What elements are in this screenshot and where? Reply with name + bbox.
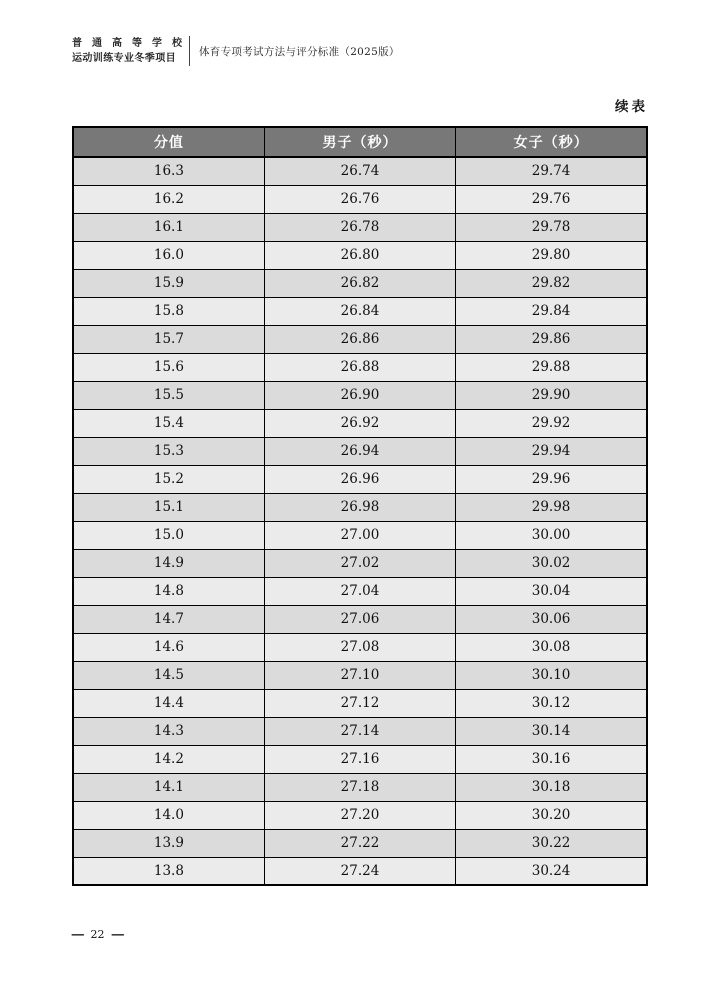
table-cell: 14.7 [73, 605, 264, 633]
table-cell: 27.22 [264, 829, 455, 857]
table-cell: 14.1 [73, 773, 264, 801]
table-cell: 29.92 [456, 409, 647, 437]
table-cell: 26.92 [264, 409, 455, 437]
table-row [73, 297, 647, 325]
page-number: 22 [90, 928, 105, 941]
table-cell: 26.98 [264, 493, 455, 521]
table-row [73, 717, 647, 745]
table-cell: 27.24 [264, 857, 455, 885]
table-row [73, 521, 647, 549]
table-row [73, 325, 647, 353]
table-row [73, 353, 647, 381]
table-row [73, 577, 647, 605]
running-head-left-line2: 运动训练专业冬季项目 [72, 53, 176, 64]
running-head-char: 校 [172, 38, 182, 49]
table-cell: 16.1 [73, 213, 264, 241]
table-row [73, 801, 647, 829]
table-cell: 29.76 [456, 185, 647, 213]
table-cell: 30.20 [456, 801, 647, 829]
table-row [73, 857, 647, 885]
table-row [73, 829, 647, 857]
table-cell: 14.5 [73, 661, 264, 689]
table-cell: 26.74 [264, 157, 455, 185]
table-cell: 14.2 [73, 745, 264, 773]
table-row [73, 409, 647, 437]
table-cell: 30.18 [456, 773, 647, 801]
table-row [73, 773, 647, 801]
table-row [73, 437, 647, 465]
page-footer [72, 928, 123, 941]
column-header-2: 女子（秒） [456, 127, 647, 157]
table-cell: 29.94 [456, 437, 647, 465]
table-cell: 29.98 [456, 493, 647, 521]
table-cell: 30.14 [456, 717, 647, 745]
table-cell: 26.90 [264, 381, 455, 409]
table-cell: 29.86 [456, 325, 647, 353]
table-row [73, 269, 647, 297]
table-row [73, 605, 647, 633]
column-header-1: 男子（秒） [264, 127, 455, 157]
column-header-0: 分值 [73, 127, 264, 157]
footer-dash-left: — [70, 926, 85, 941]
table-cell: 26.86 [264, 325, 455, 353]
table-cell: 26.76 [264, 185, 455, 213]
table-cell: 26.80 [264, 241, 455, 269]
table-cell: 15.4 [73, 409, 264, 437]
table-row [73, 549, 647, 577]
table-cell: 29.78 [456, 213, 647, 241]
running-head-char: 高 [112, 38, 122, 49]
table-cell: 30.12 [456, 689, 647, 717]
table-cell: 27.08 [264, 633, 455, 661]
score-table [72, 126, 648, 886]
table-row [73, 661, 647, 689]
table-cell: 27.16 [264, 745, 455, 773]
table-body [73, 157, 647, 885]
table-cell: 27.12 [264, 689, 455, 717]
table-row [73, 381, 647, 409]
table-row [73, 493, 647, 521]
running-head-char: 学 [152, 38, 162, 49]
running-head-char: 通 [92, 38, 102, 49]
table-cell: 15.8 [73, 297, 264, 325]
table-cell: 29.90 [456, 381, 647, 409]
table-cell: 26.94 [264, 437, 455, 465]
table-cell: 26.88 [264, 353, 455, 381]
table-cell: 26.78 [264, 213, 455, 241]
header-divider [189, 36, 190, 66]
running-head-left-line1 [72, 36, 182, 51]
table-cell: 30.22 [456, 829, 647, 857]
table-cell: 15.6 [73, 353, 264, 381]
table-cell: 13.9 [73, 829, 264, 857]
table-cell: 29.74 [456, 157, 647, 185]
table-row [73, 633, 647, 661]
table-cell: 30.02 [456, 549, 647, 577]
table-cell: 30.06 [456, 605, 647, 633]
table-cell: 29.88 [456, 353, 647, 381]
continued-table-label: 续表 [615, 99, 648, 115]
table-cell: 15.0 [73, 521, 264, 549]
table-cell: 26.96 [264, 465, 455, 493]
table-cell: 15.3 [73, 437, 264, 465]
table-cell: 29.82 [456, 269, 647, 297]
table-cell: 14.3 [73, 717, 264, 745]
table-cell: 27.18 [264, 773, 455, 801]
table-cell: 13.8 [73, 857, 264, 885]
table-cell: 26.84 [264, 297, 455, 325]
table-row [73, 745, 647, 773]
table-cell: 27.10 [264, 661, 455, 689]
table-cell: 27.00 [264, 521, 455, 549]
running-head [72, 36, 400, 66]
table-cell: 14.4 [73, 689, 264, 717]
table-row [73, 241, 647, 269]
table-cell: 16.2 [73, 185, 264, 213]
table-cell: 15.9 [73, 269, 264, 297]
table-cell: 29.80 [456, 241, 647, 269]
running-head-left [72, 36, 182, 66]
table-header-row [73, 127, 647, 157]
table-cell: 30.24 [456, 857, 647, 885]
table-cell: 15.5 [73, 381, 264, 409]
table-cell: 15.2 [73, 465, 264, 493]
table-cell: 15.7 [73, 325, 264, 353]
table-row [73, 157, 647, 185]
table-row [73, 213, 647, 241]
table-cell: 14.9 [73, 549, 264, 577]
running-head-title: 体育专项考试方法与评分标准（2025版） [199, 45, 400, 58]
table-cell: 27.14 [264, 717, 455, 745]
table-cell: 16.3 [73, 157, 264, 185]
table-cell: 26.82 [264, 269, 455, 297]
table-cell: 16.0 [73, 241, 264, 269]
running-head-char: 普 [72, 38, 82, 49]
table-cell: 30.10 [456, 661, 647, 689]
table-cell: 30.08 [456, 633, 647, 661]
table-cell: 14.8 [73, 577, 264, 605]
table-cell: 29.96 [456, 465, 647, 493]
table-cell: 27.02 [264, 549, 455, 577]
table-cell: 27.06 [264, 605, 455, 633]
table-cell: 14.6 [73, 633, 264, 661]
table-cell: 14.0 [73, 801, 264, 829]
table-row [73, 465, 647, 493]
table-cell: 30.04 [456, 577, 647, 605]
table-row [73, 185, 647, 213]
table-cell: 27.04 [264, 577, 455, 605]
table-cell: 30.16 [456, 745, 647, 773]
running-head-char: 等 [132, 38, 142, 49]
table-cell: 30.00 [456, 521, 647, 549]
footer-dash-right: — [110, 926, 125, 941]
table-cell: 15.1 [73, 493, 264, 521]
table-cell: 27.20 [264, 801, 455, 829]
table-cell: 29.84 [456, 297, 647, 325]
table-row [73, 689, 647, 717]
